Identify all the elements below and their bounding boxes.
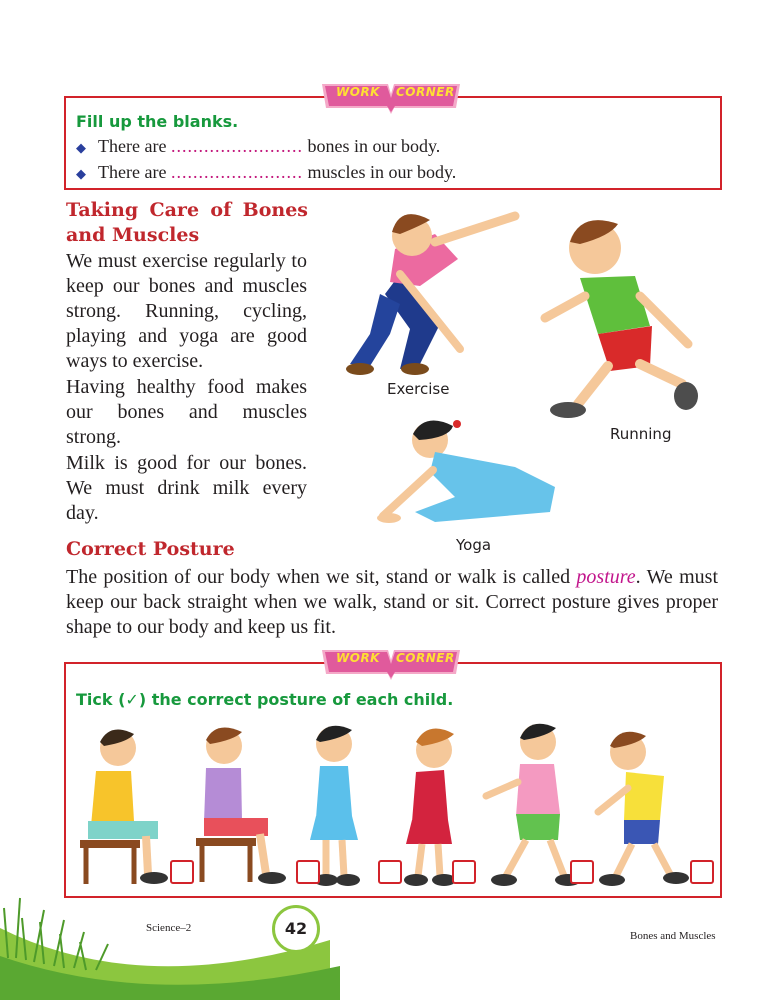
yoga-illustration <box>375 412 565 532</box>
posture-term: posture <box>576 566 636 588</box>
heading-line-2: and Muscles <box>66 224 200 246</box>
blank-text-after: bones in our body. <box>307 136 441 156</box>
diamond-bullet-icon: ◆ <box>76 166 86 181</box>
tick-box-4[interactable] <box>452 860 476 884</box>
blank-dots[interactable]: ........................ <box>170 162 303 182</box>
correct-posture-heading: Correct Posture <box>66 538 235 560</box>
footer-chapter: Bones and Muscles <box>630 930 716 942</box>
child-walking-upright <box>486 724 581 886</box>
diamond-bullet-icon: ◆ <box>76 140 86 155</box>
footer-subject: Science–2 <box>146 922 192 934</box>
running-illustration <box>540 206 710 431</box>
child-girl-standing-slouched <box>404 729 456 886</box>
blank-text-after: muscles in our body. <box>307 162 457 182</box>
work-corner-tag-1 <box>322 80 460 116</box>
blank-row-2 <box>76 162 456 183</box>
posture-text-before: The position of our body when we sit, stand or walk is called <box>66 566 577 588</box>
work-label: WORK <box>336 85 380 99</box>
running-caption: Running <box>610 425 672 443</box>
posture-text-after: . We must keep our back straight when we walk, stand or sit. Correct posture gives proper shape to our body and keep us fit. <box>66 566 718 638</box>
work-corner-tag-2 <box>322 646 460 682</box>
posture-paragraph <box>66 565 718 640</box>
exercise-illustration <box>340 204 540 384</box>
fill-blanks-title: Fill up the blanks. <box>76 112 239 131</box>
taking-care-heading <box>66 198 308 248</box>
care-paragraph-2: Having healthy food makes our bones and muscles strong. <box>66 376 307 448</box>
tick-box-6[interactable] <box>690 860 714 884</box>
yoga-caption: Yoga <box>456 536 492 554</box>
tick-box-3[interactable] <box>378 860 402 884</box>
heading-line-1: Taking Care of Bones <box>66 199 308 221</box>
exercise-caption: Exercise <box>387 380 450 398</box>
tick-posture-title: Tick (✓) the correct posture of each child. <box>76 690 454 709</box>
work-label: WORK <box>336 651 380 665</box>
page-number: 42 <box>272 905 320 953</box>
blank-text-before: There are <box>98 162 167 182</box>
care-paragraph-3: Milk is good for our bones. We must drink milk every day. <box>66 452 307 524</box>
blank-text-before: There are <box>98 136 167 156</box>
corner-label: CORNER <box>396 651 455 665</box>
corner-label: CORNER <box>396 85 455 99</box>
care-paragraph-1: We must exercise regularly to keep our bones and muscles strong. Running, cycling, playing and yoga are good ways to exercise. <box>66 250 307 372</box>
blank-row-1 <box>76 136 440 157</box>
child-walking-slouched <box>598 732 689 886</box>
tick-box-5[interactable] <box>570 860 594 884</box>
blank-dots[interactable]: ........................ <box>170 136 303 156</box>
